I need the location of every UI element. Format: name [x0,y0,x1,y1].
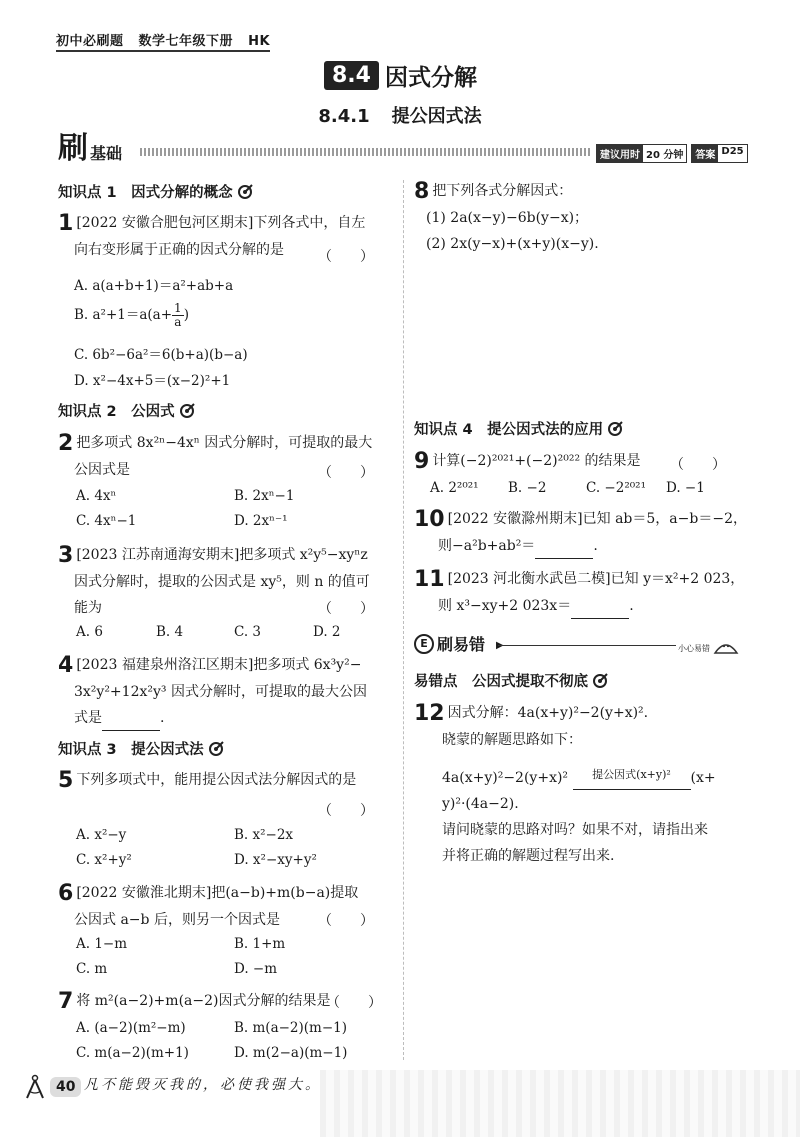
q12-ask1: 请问晓蒙的思路对吗？如果不对，请指出来 [442,822,708,838]
q6-option-d: D. −m [234,961,278,977]
q1-answer-paren: （ ） [318,249,374,265]
section-title: 提公因式法 [391,106,482,127]
question-8 [414,178,599,257]
kp4-title: 知识点 4 提公因式法的应用 [414,422,604,438]
q12-line1: 因式分解：4a(x+y)²−2(y+x)². [447,705,649,721]
q9-number: 9 [414,449,430,474]
q11-line2: 则 x³−xy+2 023x＝ [438,598,572,614]
q5-option-d: D. x²−xy+y² [234,852,317,868]
q5-option-a: A. x²−y [76,827,127,843]
q1-fraction-den: a [174,315,182,329]
q8-line1: 把下列各式分解因式： [432,183,573,199]
q9-option-a: A. 2²⁰²¹ [430,480,479,496]
q2-option-b: B. 2xⁿ−1 [234,488,295,504]
question-10 [414,506,747,559]
q10-line1: [2022 安徽滁州期末]已知 ab＝5，a−b＝−2， [447,511,747,527]
compass-icon [24,1074,46,1100]
footer-texture [320,1070,800,1137]
q9-option-c: C. −2²⁰²¹ [586,480,646,496]
q2-line2: 公因式是 [74,462,130,478]
q5-option-b: B. x²−2x [234,827,294,843]
q10-number: 10 [414,507,445,532]
error-badge-icon: E [414,634,434,654]
target-icon [179,403,195,419]
q8-sub1: (1) 2a(x−y)−6b(y−x)； [426,210,589,226]
q12-expr-left: 4a(x+y)²−2(y+x)² [442,770,569,786]
time-label: 建议用时 [597,145,643,162]
knowledge-point-3 [58,738,224,759]
book-header [56,30,280,49]
q1-line1: [2022 安徽合肥包河区期末]下列各式中，自左 [76,215,366,231]
q6-line1: [2022 安徽淮北期末]把(a−b)+m(b−a)提取 [76,885,359,901]
q4-number: 4 [58,653,74,678]
q7-answer-paren: （ ） [326,995,382,1011]
q10-blank[interactable] [535,544,593,559]
section-number: 8.4.1 [318,106,370,127]
error-banner-label: 刷易错 [437,635,486,654]
header-rule [56,50,270,52]
target-icon [607,421,623,437]
chapter-heading [324,58,477,92]
q1-fraction-num: 1 [174,301,182,315]
error-prone-banner [414,632,485,655]
q5-answer-paren: （ ） [318,803,374,819]
error-point-title: 易错点 公因式提取不彻底 [414,674,588,690]
q1-option-b-close: ) [183,307,189,323]
q6-option-b: B. 1+m [234,936,286,952]
q7-option-d: D. m(2−a)(m−1) [234,1045,348,1061]
question-11 [414,566,744,619]
q5-option-c: C. x²+y² [76,852,132,868]
motto: 凡不能毁灭我的，必使我强大。 [84,1077,322,1093]
q5-line1: 下列多项式中，能用提公因式法分解因式的是 [76,772,357,788]
q2-line1: 把多项式 8x²ⁿ−4xⁿ 因式分解时，可提取的最大 [76,435,373,451]
q3-option-d: D. 2 [313,624,341,640]
q7-option-b: B. m(a−2)(m−1) [234,1020,348,1036]
chapter-number: 8.4 [324,61,379,90]
question-6 [58,880,358,933]
q11-blank[interactable] [571,604,629,619]
q9-option-d: D. −1 [666,480,705,496]
q6-answer-paren: （ ） [318,913,374,929]
q3-option-a: A. 6 [76,624,103,640]
q9-answer-paren: （ ） [670,457,726,473]
q7-option-c: C. m(a−2)(m+1) [76,1045,189,1061]
section-heading [300,102,500,128]
target-icon [592,673,608,689]
question-4 [58,652,367,731]
q1-option-c: C. 6b²−6a²＝6(b+a)(b−a) [74,347,248,363]
q6-option-a: A. 1−m [76,936,128,952]
q1-option-d: D. x²−4x+5＝(x−2)²+1 [74,373,231,389]
target-icon [237,184,253,200]
q7-number: 7 [58,989,74,1014]
q1-option-a: A. a(a+b+1)＝a²+ab+a [74,278,234,294]
q1-option-b [74,302,189,329]
banner-dots [140,148,590,156]
q12-expr-cont: y)²·(4a−2). [442,796,519,812]
error-point-heading [414,670,608,691]
basic-banner [58,131,123,166]
q12-expr-right: (x+ [690,770,716,786]
q2-option-d: D. 2xⁿ⁻¹ [234,513,288,529]
q3-option-c: C. 3 [234,624,262,640]
q12-number: 12 [414,701,445,726]
q2-option-c: C. 4xⁿ−1 [76,513,137,529]
careful-tag-text: 小心易错 [678,644,710,653]
q4-line3-end: . [160,710,165,726]
answer-page: D25 [721,146,744,157]
q9-line1: 计算(−2)²⁰²¹+(−2)²⁰²² 的结果是 [432,453,641,469]
q5-number: 5 [58,768,74,793]
q6-option-c: C. m [76,961,108,977]
q3-line3: 能为 [74,600,102,616]
q2-option-a: A. 4xⁿ [76,488,117,504]
q9-option-b: B. −2 [508,480,547,496]
question-9 [414,448,641,475]
basic-label: 基础 [90,144,123,163]
knowledge-point-4 [414,418,623,439]
q6-line2: 公因式 a−b 后，则另一个因式是 [74,912,280,928]
kp2-title: 知识点 2 公因式 [58,404,175,420]
careful-tag [678,637,739,655]
time-box [596,144,748,163]
book-name: 初中必刷题 [56,34,124,49]
q11-number: 11 [414,567,445,592]
q7-option-a: A. (a−2)(m²−m) [76,1020,186,1036]
question-5 [58,767,356,794]
q12-line2: 晓蒙的解题思路如下： [442,732,582,748]
target-icon [208,741,224,757]
q11-line1: [2023 河北衡水武邑二模]已知 y＝x²+2 023， [447,571,745,587]
q10-line2: 则−a²b+ab²＝ [438,538,536,554]
q12-derivation [442,762,716,869]
book-subject: 数学七年级下册 [138,34,234,49]
chapter-title: 因式分解 [384,64,477,91]
q8-number: 8 [414,179,430,204]
q10-line2-end: . [593,538,598,554]
q4-line3: 式是 [74,710,102,726]
q3-line2: 因式分解时，提取的公因式是 xy⁵，则 n 的值可 [74,574,370,590]
q8-sub2: (2) 2x(y−x)+(x+y)(x−y). [426,236,599,252]
q4-blank[interactable] [102,716,160,731]
kp1-title: 知识点 1 因式分解的概念 [58,185,233,201]
q1-number: 1 [58,211,74,236]
question-12 [414,700,648,753]
column-divider [403,180,404,1060]
q3-number: 3 [58,543,74,568]
mascot-icon [713,637,739,655]
answer-label: 答案 [692,145,718,162]
page-number-block [24,1074,81,1100]
q12-arrow [573,762,691,790]
q7-line1: 将 m²(a−2)+m(a−2)因式分解的结果是 [76,993,331,1009]
q1-line2: 向右变形属于正确的因式分解的是 [74,242,284,258]
q3-option-b: B. 4 [156,624,184,640]
q12-arrow-line [573,789,691,790]
knowledge-point-1 [58,181,253,202]
q2-number: 2 [58,431,74,456]
question-7 [58,988,330,1015]
q11-line2-end: . [629,598,634,614]
q2-answer-paren: （ ） [318,465,374,481]
kp3-title: 知识点 3 提公因式法 [58,742,204,758]
book-edition: HK [248,34,271,49]
shua-logo: 刷 [58,131,88,166]
q4-line1: [2023 福建泉州洛江区期末]把多项式 6x³y²− [76,657,362,673]
q12-ask2: 并将正确的解题过程写出来. [442,848,615,864]
banner-rule [498,645,676,646]
banner-arrow-icon: ▶ [496,640,504,651]
q12-arrow-label: 提公因式(x+y)² [592,768,671,781]
q4-line2: 3x²y²+12x²y³ 因式分解时，可提取的最大公因 [74,684,367,700]
q6-number: 6 [58,881,74,906]
q3-line1: [2023 江苏南通海安期末]把多项式 x²y⁵−xyⁿz [76,547,368,563]
time-value: 20 分钟 [646,150,684,161]
knowledge-point-2 [58,400,195,421]
q1-fraction [172,302,184,329]
q1-option-b-text: B. a²+1＝a(a+ [74,307,173,323]
q3-answer-paren: （ ） [318,601,374,617]
page-number: 40 [50,1077,81,1097]
